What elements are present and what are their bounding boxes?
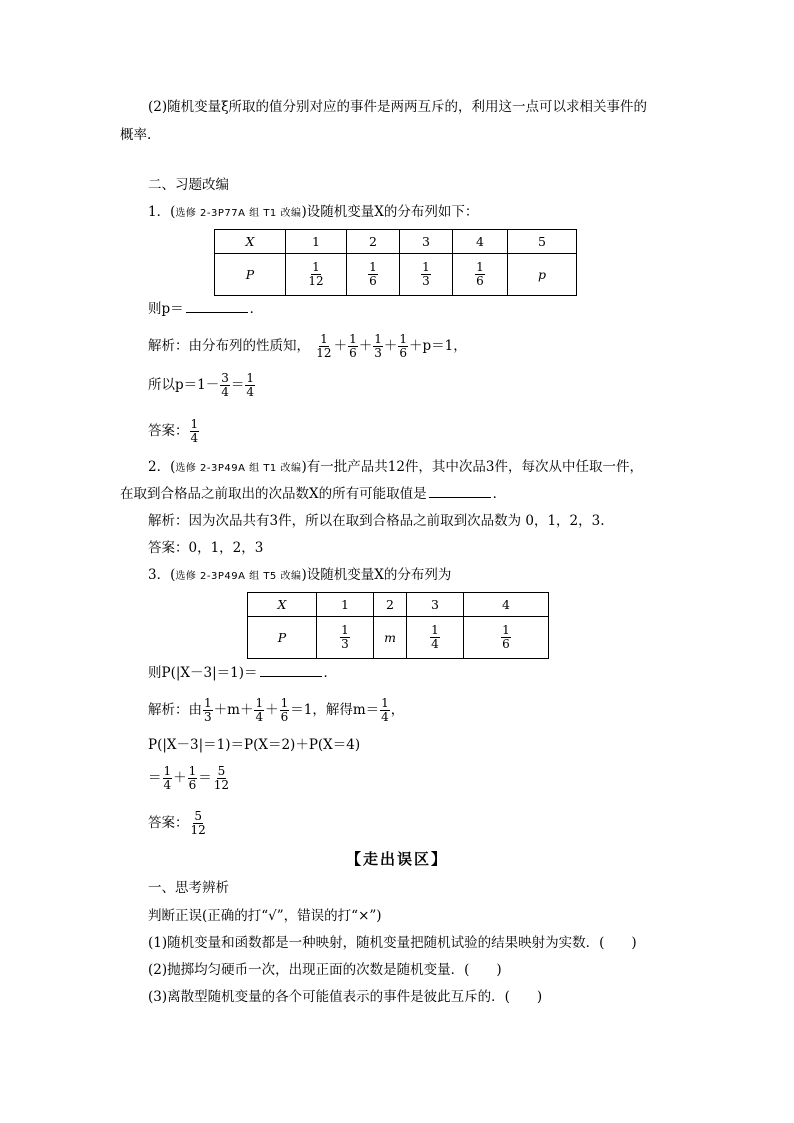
table-cell: 1	[286, 230, 347, 254]
q3-ask: 则P(|X－3|＝1)＝ ．	[148, 665, 338, 681]
table-cell: m	[374, 617, 407, 659]
q1-distribution-table	[214, 229, 577, 296]
table-cell: 3	[407, 593, 464, 617]
q3-solution-2: P(|X－3|＝1)＝P(X＝2)＋P(X＝4)	[148, 737, 361, 753]
table-cell: $\frac{1}{6}$	[347, 254, 400, 296]
table-cell: 1	[317, 593, 374, 617]
table-cell: P	[215, 254, 286, 296]
table-cell: 2	[347, 230, 400, 254]
errors-heading: 一、思考辨析	[148, 880, 229, 896]
q1-stem: 1．(选修 2-3P77A 组 T1 改编)设随机变量X的分布列如下：	[148, 204, 479, 220]
section-title: 【走出误区】	[345, 850, 448, 868]
q3-distribution-table	[247, 592, 549, 659]
intro-line-2: 概率.	[120, 127, 152, 143]
answer-blank	[429, 485, 491, 498]
table-cell: $\frac{1}{6}$	[453, 254, 508, 296]
q2-solution: 解析：因为次品共有3件，所以在取到合格品之前取到次品数为 0，1，2，3.	[148, 513, 605, 529]
list-item: (1)随机变量和函数都是一种映射，随机变量把随机试验的结果映射为实数．( )	[148, 935, 637, 951]
errors-instruction: 判断正误(正确的打“√”，错误的打“×”)	[148, 908, 382, 924]
answer-blank	[186, 300, 248, 313]
q2-answer: 答案：0，1，2，3	[148, 540, 264, 556]
q1-solution-2: 所以p＝1－ $\frac{3}{4}$ ＝ $\frac{1}{4}$	[148, 371, 255, 399]
table-cell: 3	[400, 230, 453, 254]
q1-solution: 解析：由分布列的性质知， $\frac{1}{12}$ ＋ $\frac{1}{6}$ ＋ $\frac{1}{3}$ ＋ $\frac{1}{6}$ ＋p＝1，	[148, 332, 467, 360]
q3-solution: 解析：由 $\frac{1}{3}$ ＋m＋ $\frac{1}{4}$ ＋ $\frac{1}{6}$ ＝1，解得m＝ $\frac{1}{4}$ ，	[148, 696, 405, 724]
intro-line-1: (2)随机变量ξ所取的值分别对应的事件是两两互斥的，利用这一点可以求相关事件的	[148, 99, 648, 115]
table-cell: p	[508, 254, 577, 296]
table-cell: P	[248, 617, 317, 659]
table-cell: $\frac{1}{12}$	[286, 254, 347, 296]
section-heading: 二、习题改编	[148, 177, 229, 193]
q3-solution-3: ＝ $\frac{1}{4}$ ＋ $\frac{1}{6}$ ＝ $\frac{5}{12}$	[148, 764, 230, 792]
table-cell: X	[215, 230, 286, 254]
list-item: (3)离散型随机变量的各个可能值表示的事件是彼此互斥的．( )	[148, 989, 543, 1005]
q3-answer: 答案： $\frac{5}{12}$	[148, 809, 206, 837]
table-cell: 2	[374, 593, 407, 617]
table-cell: 4	[464, 593, 549, 617]
q3-stem: 3．(选修 2-3P49A 组 T5 改编)设随机变量X的分布列为	[148, 567, 452, 583]
q1-answer: 答案： $\frac{1}{4}$	[148, 417, 199, 445]
table-cell: $\frac{1}{3}$	[400, 254, 453, 296]
table-cell: 4	[453, 230, 508, 254]
list-item: (2)抛掷均匀硬币一次，出现正面的次数是随机变量．( )	[148, 962, 502, 978]
table-cell: $\frac{1}{6}$	[464, 617, 549, 659]
q2-stem: 2．(选修 2-3P49A 组 T1 改编)有一批产品共12件，其中次品3件，每次从中任取一件，	[148, 459, 644, 475]
answer-blank	[260, 664, 322, 677]
table-cell: $\frac{1}{3}$	[317, 617, 374, 659]
q2-stem-2: 在取到合格品之前取出的次品数X的所有可能取值是 ．	[120, 486, 507, 502]
table-cell: 5	[508, 230, 577, 254]
table-cell: X	[248, 593, 317, 617]
q1-ask: 则p＝ ．	[148, 301, 264, 317]
table-cell: $\frac{1}{4}$	[407, 617, 464, 659]
